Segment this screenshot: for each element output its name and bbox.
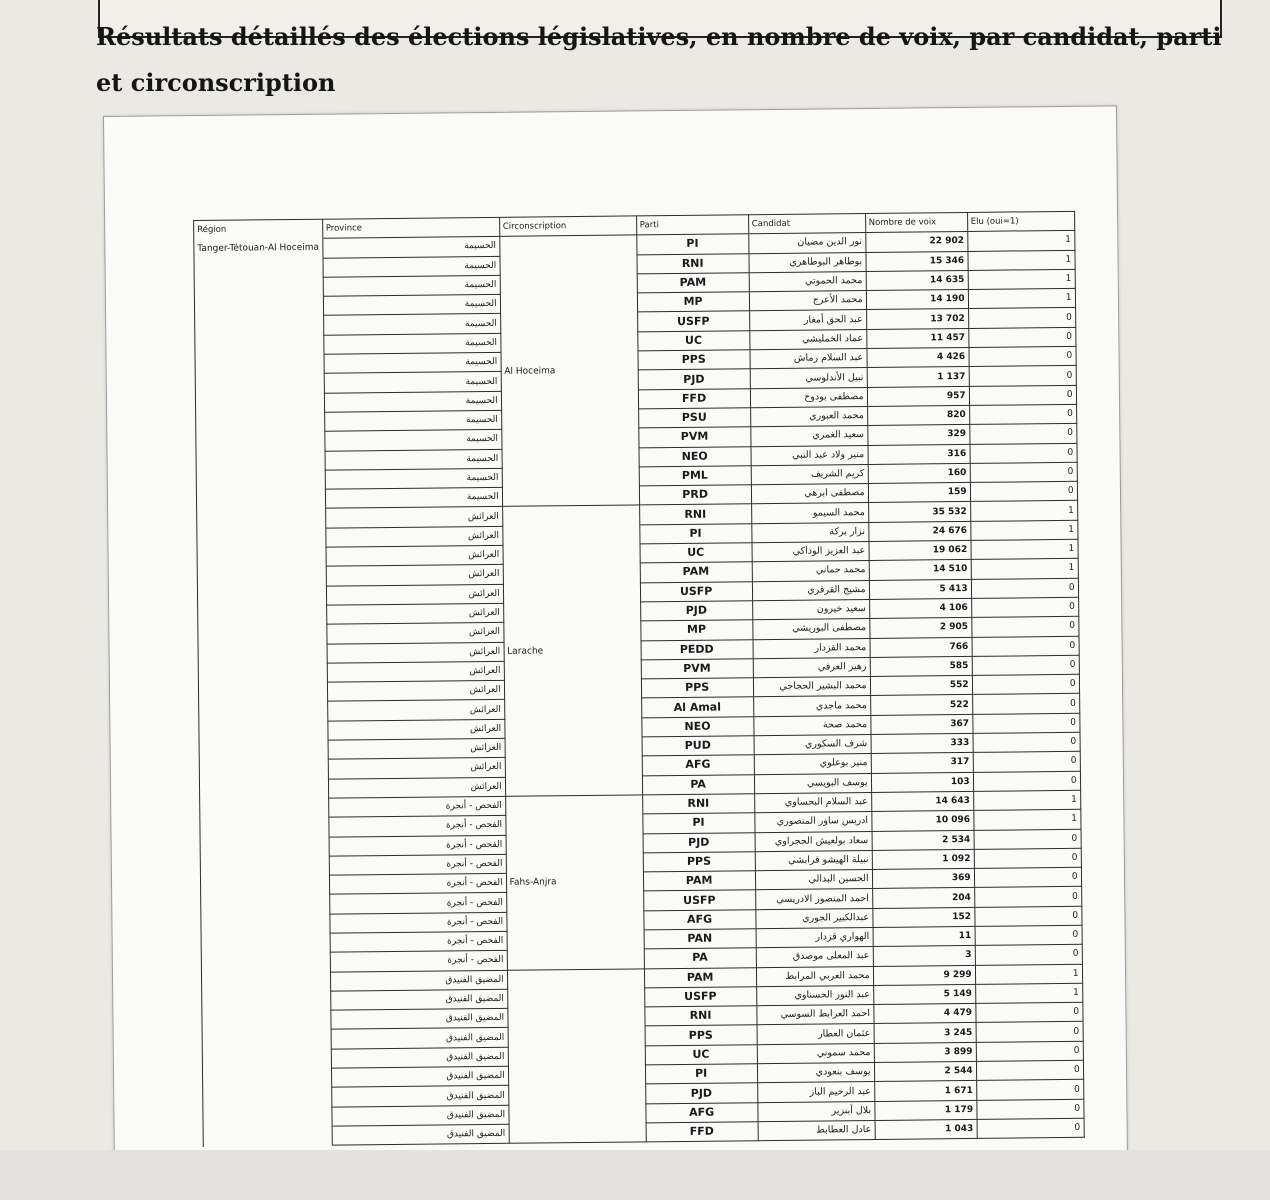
votes-cell: 19 062 (869, 540, 971, 560)
province-cell: العرائش (326, 565, 503, 586)
party-cell: MP (640, 620, 752, 640)
votes-cell: 14 635 (866, 270, 968, 290)
table-body (194, 231, 1084, 1147)
candidate-cell: مصطفى بودوح (750, 387, 867, 408)
elected-cell: 1 (973, 790, 1080, 810)
results-table (193, 211, 1084, 1147)
party-cell: MP (637, 292, 749, 312)
candidate-cell: عبد السلام رماش (750, 349, 867, 370)
header-province: Province (322, 217, 499, 238)
party-cell: PJD (640, 601, 752, 621)
header-region: Région (194, 219, 323, 240)
candidate-cell: يوسف البويسي (754, 773, 871, 794)
elected-cell: 0 (976, 1060, 1083, 1080)
elected-cell: 0 (970, 462, 1077, 482)
elected-cell: 0 (971, 597, 1078, 617)
party-cell: PAM (644, 967, 756, 987)
candidate-cell: محمد العبوري (750, 406, 867, 427)
elected-cell: 0 (976, 1041, 1083, 1061)
candidate-cell: احمد العرابط السوسي (756, 1005, 873, 1026)
party-cell: RNI (644, 1006, 756, 1026)
elected-cell: 0 (972, 674, 1079, 694)
candidate-cell: مصطفى ابرهي (751, 484, 868, 505)
party-cell: FFD (638, 388, 750, 408)
votes-cell: 22 902 (865, 232, 967, 252)
votes-cell: 5 149 (873, 984, 975, 1004)
province-cell: العرائش (326, 584, 503, 605)
votes-cell: 14 190 (866, 290, 968, 310)
province-cell: الحسيمة (323, 314, 500, 335)
elected-cell: 0 (969, 346, 1076, 366)
votes-cell: 2 534 (872, 830, 974, 850)
circonscription-cell: Al Hoceima (499, 235, 639, 507)
party-cell: PML (639, 466, 751, 486)
candidate-cell: نبيلة الهيشو قرابشي (755, 850, 872, 871)
province-cell: الحسيمة (324, 352, 501, 373)
province-cell: العرائش (327, 700, 504, 721)
province-cell: العرائش (325, 526, 502, 547)
party-cell: PPS (645, 1025, 757, 1045)
votes-cell: 820 (867, 405, 969, 425)
party-cell: USFP (643, 890, 755, 910)
candidate-cell: مشيج القرقري (752, 580, 869, 601)
elected-cell: 1 (971, 539, 1078, 559)
province-cell: الحسيمة (325, 468, 502, 489)
elected-cell: 0 (969, 404, 1076, 424)
province-cell: العرائش (328, 777, 505, 798)
province-cell: الحسيمة (324, 372, 501, 393)
party-cell: USFP (640, 581, 752, 601)
party-cell: PJD (638, 369, 750, 389)
votes-cell: 5 413 (869, 579, 971, 599)
party-cell: PVM (641, 659, 753, 679)
party-cell: UC (645, 1044, 757, 1064)
votes-cell: 35 532 (868, 502, 970, 522)
party-cell: RNI (642, 794, 754, 814)
votes-cell: 9 299 (873, 965, 975, 985)
elected-cell: 0 (974, 867, 1081, 887)
province-cell: الحسيمة (323, 256, 500, 277)
elected-cell: 1 (968, 269, 1075, 289)
candidate-cell: ادريس ساور المنصوري (754, 812, 871, 833)
party-cell: NEO (641, 716, 753, 736)
candidate-cell: عبد النور الحسناوي (756, 985, 873, 1006)
province-cell: العرائش (327, 661, 504, 682)
elected-cell: 1 (971, 559, 1078, 579)
province-cell: الفحص - أنجرة (328, 816, 505, 837)
province-cell: الحسيمة (323, 295, 500, 316)
party-cell: USFP (637, 311, 749, 331)
candidate-cell: منير ولاد عبد النبي (751, 445, 868, 466)
elected-cell: 0 (970, 481, 1077, 501)
candidate-cell: احمد المنصور الادريسي (755, 889, 872, 910)
province-cell: الحسيمة (323, 275, 500, 296)
votes-cell: 1 137 (867, 367, 969, 387)
candidate-cell: عثمان العطار (757, 1024, 874, 1045)
votes-cell: 152 (872, 907, 974, 927)
elected-cell: 0 (972, 655, 1079, 675)
party-cell: PAN (644, 929, 756, 949)
party-cell: RNI (639, 504, 751, 524)
votes-cell: 14 510 (869, 560, 971, 580)
votes-cell: 1 179 (874, 1100, 976, 1120)
votes-cell: 766 (870, 637, 972, 657)
elected-cell: 0 (971, 617, 1078, 637)
elected-cell: 0 (974, 887, 1081, 907)
province-cell: الحسيمة (325, 449, 502, 470)
province-cell: الحسيمة (322, 237, 499, 258)
candidate-cell: نزار بركة (751, 522, 868, 543)
results-sheet (103, 105, 1128, 1168)
elected-cell: 0 (975, 945, 1082, 965)
circonscription-cell (507, 968, 646, 1143)
candidate-cell: محمد السيمو (751, 503, 868, 524)
elected-cell: 0 (969, 424, 1076, 444)
votes-cell: 3 (873, 946, 975, 966)
votes-cell: 160 (868, 463, 970, 483)
votes-cell: 103 (871, 772, 973, 792)
candidate-cell: سعيد خيرون (752, 599, 869, 620)
elected-cell: 0 (973, 732, 1080, 752)
province-cell: الفحص - أنجرة (328, 796, 505, 817)
votes-cell: 24 676 (868, 521, 970, 541)
candidate-cell: محمد الحموتي (749, 271, 866, 292)
party-cell: PPS (643, 852, 755, 872)
header-candidat: Candidat (748, 214, 865, 235)
candidate-cell: شرف السكوري (754, 735, 871, 756)
party-cell: PVM (638, 427, 750, 447)
province-cell: الحسيمة (325, 487, 502, 508)
party-cell: PAM (637, 273, 749, 293)
candidate-cell: بلال أبنزير (757, 1101, 874, 1122)
province-cell: الفحص - أنجرة (329, 835, 506, 856)
party-cell: USFP (644, 987, 756, 1007)
elected-cell: 0 (976, 1080, 1083, 1100)
votes-cell: 10 096 (871, 811, 973, 831)
candidate-cell: الهواري قزدار (756, 927, 873, 948)
elected-cell: 0 (970, 443, 1077, 463)
votes-cell: 369 (872, 869, 974, 889)
party-cell: RNI (637, 253, 749, 273)
province-cell: العرائش (327, 642, 504, 663)
votes-cell: 522 (870, 695, 972, 715)
province-cell: العرائش (328, 738, 505, 759)
party-cell: AFG (645, 1102, 757, 1122)
elected-cell: 0 (975, 1002, 1082, 1022)
votes-cell: 367 (870, 714, 972, 734)
candidate-cell: نبيل الأندلوسي (750, 368, 867, 389)
votes-cell: 3 245 (874, 1023, 976, 1043)
votes-cell: 14 643 (871, 791, 973, 811)
region-cell: Tanger-Tétouan-Al Hoceima (194, 239, 332, 1147)
province-cell: العرائش (326, 623, 503, 644)
votes-cell: 333 (871, 733, 973, 753)
party-cell: AFG (642, 755, 754, 775)
candidate-cell: محمد صحة (753, 715, 870, 736)
candidate-cell: عبد الرحيم الباز (757, 1082, 874, 1103)
party-cell: FFD (646, 1122, 758, 1142)
circonscription-cell: Fahs-Anjra (505, 795, 644, 970)
candidate-cell: منير بوعلوي (754, 754, 871, 775)
candidate-cell: محمد العربي المرابط (756, 966, 873, 987)
circonscription-cell: Larache (502, 505, 642, 796)
candidate-cell: بوطاهر البوطاهري (749, 252, 866, 273)
elected-cell: 0 (976, 1099, 1083, 1119)
votes-cell: 317 (871, 753, 973, 773)
candidate-cell: عبد السلام البحساوي (754, 792, 871, 813)
party-cell: UC (640, 543, 752, 563)
elected-cell: 1 (970, 520, 1077, 540)
party-cell: PA (642, 774, 754, 794)
province-cell: العرائش (326, 545, 503, 566)
province-cell: الفحص - أنجرة (330, 931, 507, 952)
candidate-cell: كريم الشريف (751, 464, 868, 485)
votes-cell: 585 (870, 656, 972, 676)
votes-cell: 4 426 (867, 348, 969, 368)
document-title: Résultats détaillés des élections législatives, en nombre de voix, par candidat, parti et circonscription (96, 22, 1222, 97)
votes-cell: 4 106 (869, 598, 971, 618)
elected-cell: 0 (973, 771, 1080, 791)
province-cell: العرائش (327, 719, 504, 740)
elected-cell: 0 (972, 636, 1079, 656)
candidate-cell: محمد الأعرج (749, 291, 866, 312)
elected-cell: 0 (968, 308, 1075, 328)
candidate-cell: يوسف بنعودي (757, 1063, 874, 1084)
candidate-cell: سعاد بولعيش الحجراوي (755, 831, 872, 852)
elected-cell: 0 (972, 694, 1079, 714)
votes-cell: 3 899 (874, 1042, 976, 1062)
party-cell: UC (637, 331, 749, 351)
elected-cell: 1 (968, 289, 1075, 309)
province-cell: الفحص - أنجرة (329, 873, 506, 894)
elected-cell: 1 (968, 250, 1075, 270)
party-cell: PI (642, 813, 754, 833)
candidate-cell: زهير العرفي (753, 657, 870, 678)
province-cell: المضيق الفنيدق (331, 1047, 508, 1068)
party-cell: PI (636, 234, 748, 254)
elected-cell: 0 (974, 829, 1081, 849)
elected-cell: 1 (975, 983, 1082, 1003)
party-cell: PA (644, 948, 756, 968)
elected-cell: 0 (974, 906, 1081, 926)
votes-cell: 1 043 (875, 1119, 977, 1139)
candidate-cell: محمد سموني (757, 1043, 874, 1064)
header-elu: Elu (oui=1) (967, 211, 1074, 231)
party-cell: PUD (642, 736, 754, 756)
candidate-cell: عبد الحق أمغار (749, 310, 866, 331)
province-cell: الحسيمة (324, 430, 501, 451)
votes-cell: 15 346 (866, 251, 968, 271)
page-bottom-background (0, 1150, 1270, 1200)
province-cell: الفحص - أنجرة (330, 951, 507, 972)
candidate-cell: عماد الخمليشي (749, 329, 866, 350)
elected-cell: 0 (971, 578, 1078, 598)
province-cell: الحسيمة (324, 410, 501, 431)
votes-cell: 4 479 (873, 1004, 975, 1024)
votes-cell: 11 457 (866, 328, 968, 348)
party-cell: PPS (638, 350, 750, 370)
candidate-cell: مصطفى البوريشي (752, 619, 869, 640)
party-cell: PRD (639, 485, 751, 505)
votes-cell: 11 (873, 926, 975, 946)
province-cell: الحسيمة (324, 391, 501, 412)
votes-cell: 552 (870, 676, 972, 696)
votes-cell: 2 544 (874, 1061, 976, 1081)
province-cell: الفحص - أنجرة (329, 854, 506, 875)
province-cell: الحسيمة (323, 333, 500, 354)
party-cell: PSU (638, 408, 750, 428)
header-voix: Nombre de voix (865, 212, 967, 232)
province-cell: المضيق الفنيدق (331, 1086, 508, 1107)
elected-cell: 0 (975, 925, 1082, 945)
votes-cell: 204 (872, 888, 974, 908)
province-cell: المضيق الفنيدق (331, 1066, 508, 1087)
votes-cell: 1 092 (872, 849, 974, 869)
province-cell: الفحص - أنجرة (329, 912, 506, 933)
province-cell: العرائش (328, 758, 505, 779)
province-cell: العرائش (327, 680, 504, 701)
party-cell: PJD (645, 1083, 757, 1103)
candidate-cell: عادل العطابط (758, 1120, 875, 1141)
party-cell: PAM (640, 562, 752, 582)
party-cell: PEDD (641, 639, 753, 659)
elected-cell: 0 (974, 848, 1081, 868)
candidate-cell: محمد ماجدي (753, 696, 870, 717)
party-cell: AFG (643, 909, 755, 929)
candidate-cell: الحسين البدالي (755, 870, 872, 891)
elected-cell: 0 (977, 1118, 1084, 1138)
candidate-cell: عبد العزيز الوداكي (752, 542, 869, 563)
party-cell: PJD (643, 832, 755, 852)
votes-cell: 329 (867, 425, 969, 445)
candidate-cell: عبدالكبير الجوري (755, 908, 872, 929)
party-cell: NEO (639, 446, 751, 466)
header-circonscription: Circonscription (499, 216, 636, 237)
province-cell: المضيق الفنيدق (330, 1008, 507, 1029)
candidate-cell: سعيد الغمري (750, 426, 867, 447)
party-cell: PPS (641, 678, 753, 698)
elected-cell: 1 (975, 964, 1082, 984)
province-cell: العرائش (325, 507, 502, 528)
votes-cell: 159 (868, 483, 970, 503)
candidate-cell: محمد حماني (752, 561, 869, 582)
candidate-cell: عبد المعلى موصدق (756, 947, 873, 968)
candidate-cell: نور الدين مضيان (748, 233, 865, 254)
province-cell: الفحص - أنجرة (329, 893, 506, 914)
votes-cell: 1 671 (874, 1081, 976, 1101)
province-cell: العرائش (326, 603, 503, 624)
province-cell: المضيق الفنيدق (330, 970, 507, 991)
votes-cell: 316 (868, 444, 970, 464)
elected-cell: 0 (973, 752, 1080, 772)
province-cell: المضيق الفنيدق (331, 1028, 508, 1049)
province-cell: المضيق الفنيدق (332, 1124, 509, 1145)
elected-cell: 0 (969, 366, 1076, 386)
elected-cell: 1 (967, 231, 1074, 251)
votes-cell: 13 702 (866, 309, 968, 329)
votes-cell: 2 905 (869, 618, 971, 638)
elected-cell: 0 (969, 385, 1076, 405)
candidate-cell: محمد القزدار (753, 638, 870, 659)
party-cell: PI (645, 1064, 757, 1084)
party-cell: Al Amal (641, 697, 753, 717)
candidate-cell: محمد البشير الحجاجي (753, 677, 870, 698)
party-cell: PAM (643, 871, 755, 891)
province-cell: المضيق الفنيدق (330, 989, 507, 1010)
elected-cell: 0 (976, 1022, 1083, 1042)
header-parti: Parti (636, 215, 748, 235)
votes-cell: 957 (867, 386, 969, 406)
elected-cell: 1 (973, 810, 1080, 830)
elected-cell: 0 (968, 327, 1075, 347)
province-cell: المضيق الفنيدق (331, 1105, 508, 1126)
elected-cell: 1 (970, 501, 1077, 521)
elected-cell: 0 (972, 713, 1079, 733)
party-cell: PI (639, 523, 751, 543)
